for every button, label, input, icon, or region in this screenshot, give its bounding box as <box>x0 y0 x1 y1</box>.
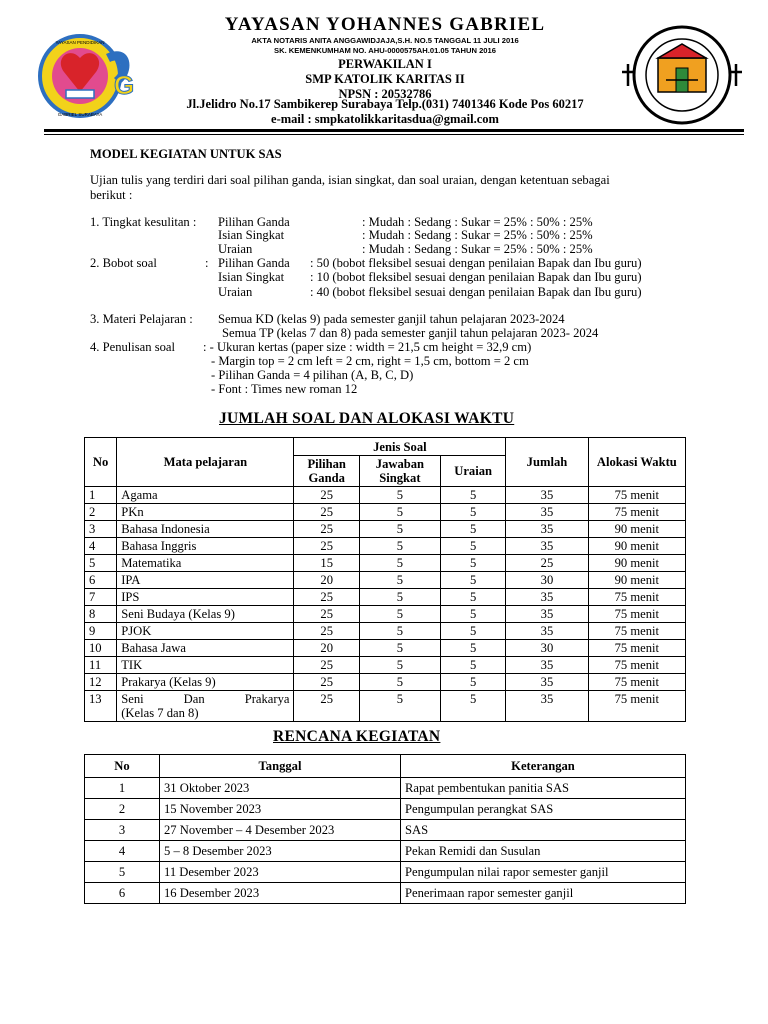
intro-line-1: Ujian tulis yang terdiri dari soal pilihan ganda, isian singkat, dan soal uraian, dengan ketentuan sebagai <box>90 173 610 187</box>
weight-desc: : 50 (bobot fleksibel sesuai dengan penilaian Bapak dan Ibu guru) <box>310 256 642 270</box>
table-row <box>85 555 686 572</box>
material-label: 3. Materi Pelajaran : <box>90 312 193 326</box>
cell-multiple-choice: 15 <box>294 555 359 572</box>
table-row <box>85 589 686 606</box>
cell-short-answer: 5 <box>359 691 440 722</box>
cell-essay: 5 <box>440 674 505 691</box>
subject-line: (Kelas 7 dan 8) <box>121 706 199 720</box>
cell-short-answer: 5 <box>359 674 440 691</box>
weight-desc: : 40 (bobot fleksibel sesuai dengan penilaian Bapak dan Ibu guru) <box>310 285 642 299</box>
cell-note: Pengumpulan perangkat SAS <box>401 799 686 820</box>
cell-date: 16 Desember 2023 <box>160 883 401 904</box>
cell-no: 11 <box>85 657 117 674</box>
table-row <box>85 640 686 657</box>
cell-subject: IPS <box>117 589 294 606</box>
writing-label: 4. Penulisan soal <box>90 340 176 354</box>
cell-total: 35 <box>506 487 588 504</box>
material-line-2: Semua TP (kelas 7 dan 8) pada semester ganjil tahun pelajaran 2023- 2024 <box>222 326 599 340</box>
activity-plan-table <box>84 754 686 904</box>
header-total: Jumlah <box>506 438 588 487</box>
cell-no: 7 <box>85 589 117 606</box>
cell-no: 8 <box>85 606 117 623</box>
cell-subject: Bahasa Jawa <box>117 640 294 657</box>
cell-time: 90 menit <box>588 572 685 589</box>
cell-time: 75 menit <box>588 504 685 521</box>
cell-note: SAS <box>401 820 686 841</box>
cell-time: 75 menit <box>588 657 685 674</box>
material-line-1: Semua KD (kelas 9) pada semester ganjil tahun pelajaran 2023-2024 <box>218 312 565 326</box>
cell-total: 35 <box>506 606 588 623</box>
cell-total: 35 <box>506 589 588 606</box>
table-row <box>85 862 686 883</box>
writing-line: - Font : Times new roman 12 <box>211 382 358 396</box>
table-row <box>85 883 686 904</box>
table-row <box>85 538 686 555</box>
cell-total: 35 <box>506 674 588 691</box>
cell-multiple-choice: 25 <box>294 487 359 504</box>
cell-short-answer: 5 <box>359 555 440 572</box>
weight-type: Pilihan Ganda <box>218 256 290 270</box>
foundation-name: YAYASAN YOHANNES GABRIEL <box>224 14 546 35</box>
cell-essay: 5 <box>440 504 505 521</box>
school-logo-right <box>618 24 746 126</box>
letterhead-rule-thin <box>44 134 744 135</box>
table-row <box>85 657 686 674</box>
table-row <box>85 572 686 589</box>
cell-subject: IPA <box>117 572 294 589</box>
cell-time: 75 menit <box>588 589 685 606</box>
difficulty-label: 1. Tingkat kesulitan : <box>90 215 197 229</box>
cell-essay: 5 <box>440 606 505 623</box>
cell-multiple-choice: 25 <box>294 674 359 691</box>
cell-short-answer: 5 <box>359 657 440 674</box>
table-row <box>85 674 686 691</box>
table-row <box>85 820 686 841</box>
cell-multiple-choice: 25 <box>294 504 359 521</box>
difficulty-desc: : Mudah : Sedang : Sukar = 25% : 50% : 25% <box>362 215 593 229</box>
table-row <box>85 521 686 538</box>
weight-label: 2. Bobot soal <box>90 256 157 270</box>
cell-note: Pekan Remidi dan Susulan <box>401 841 686 862</box>
cell-no: 5 <box>85 555 117 572</box>
cell-subject: Bahasa Inggris <box>117 538 294 555</box>
table-row <box>85 799 686 820</box>
cell-total: 35 <box>506 521 588 538</box>
cell-time: 90 menit <box>588 555 685 572</box>
letterhead <box>140 14 630 102</box>
cell-multiple-choice: 25 <box>294 538 359 555</box>
cell-time: 90 menit <box>588 538 685 555</box>
cell-short-answer: 5 <box>359 572 440 589</box>
weight-colon: : <box>205 256 209 270</box>
cell-multiple-choice: 25 <box>294 623 359 640</box>
cell-total: 35 <box>506 538 588 555</box>
cell-essay: 5 <box>440 623 505 640</box>
letterhead-rule-thick <box>44 129 744 132</box>
table-row <box>85 691 686 722</box>
cell-subject <box>117 691 294 722</box>
cell-date: 27 November – 4 Desember 2023 <box>160 820 401 841</box>
table1-heading: JUMLAH SOAL DAN ALOKASI WAKTU <box>219 410 515 427</box>
cell-short-answer: 5 <box>359 589 440 606</box>
question-allocation-table <box>84 437 686 722</box>
cell-time: 75 menit <box>588 487 685 504</box>
weight-type: Uraian <box>218 285 253 299</box>
cell-no: 1 <box>85 778 160 799</box>
cell-no: 6 <box>85 883 160 904</box>
svg-text:G: G <box>114 70 135 100</box>
cell-date: 11 Desember 2023 <box>160 862 401 883</box>
cell-date: 31 Oktober 2023 <box>160 778 401 799</box>
weight-type: Isian Singkat <box>218 270 285 284</box>
cell-date: 15 November 2023 <box>160 799 401 820</box>
cell-note: Penerimaan rapor semester ganjil <box>401 883 686 904</box>
cell-short-answer: 5 <box>359 538 440 555</box>
cell-essay: 5 <box>440 691 505 722</box>
difficulty-type: Pilihan Ganda <box>218 215 290 229</box>
cell-essay: 5 <box>440 640 505 657</box>
cell-no: 9 <box>85 623 117 640</box>
cell-short-answer: 5 <box>359 606 440 623</box>
cell-multiple-choice: 20 <box>294 572 359 589</box>
cell-no: 3 <box>85 521 117 538</box>
header-no: No <box>85 755 160 778</box>
cell-short-answer: 5 <box>359 640 440 657</box>
cell-multiple-choice: 25 <box>294 521 359 538</box>
ministry-decree: SK. KEMENKUMHAM NO. AHU-0000575AH.01.05 TAHUN 2016 <box>274 46 496 55</box>
subject-line: Seni Dan Prakarya <box>121 692 290 706</box>
cell-no: 12 <box>85 674 117 691</box>
cell-subject: Prakarya (Kelas 9) <box>117 674 294 691</box>
cell-total: 25 <box>506 555 588 572</box>
cell-subject: Matematika <box>117 555 294 572</box>
cell-time: 75 menit <box>588 623 685 640</box>
cell-essay: 5 <box>440 487 505 504</box>
cell-essay: 5 <box>440 538 505 555</box>
cell-no: 5 <box>85 862 160 883</box>
cell-no: 13 <box>85 691 117 722</box>
branch-name: PERWAKILAN I <box>338 57 432 71</box>
header-no: No <box>85 438 117 487</box>
cell-multiple-choice: 20 <box>294 640 359 657</box>
cell-no: 1 <box>85 487 117 504</box>
cell-multiple-choice: 25 <box>294 657 359 674</box>
cell-multiple-choice: 25 <box>294 606 359 623</box>
difficulty-type: Isian Singkat <box>218 228 285 242</box>
cell-subject: Seni Budaya (Kelas 9) <box>117 606 294 623</box>
cell-essay: 5 <box>440 521 505 538</box>
cell-subject: PJOK <box>117 623 294 640</box>
cell-time: 90 menit <box>588 521 685 538</box>
table-row <box>85 487 686 504</box>
table-row <box>85 623 686 640</box>
header-time: Alokasi Waktu <box>588 438 685 487</box>
cell-multiple-choice: 25 <box>294 691 359 722</box>
cell-subject: Bahasa Indonesia <box>117 521 294 538</box>
svg-text:YAYASAN PENDIDIKAN: YAYASAN PENDIDIKAN <box>55 40 105 45</box>
cell-note: Pengumpulan nilai rapor semester ganjil <box>401 862 686 883</box>
writing-line: - Margin top = 2 cm left = 2 cm, right = 1,5 cm, bottom = 2 cm <box>211 354 529 368</box>
cell-time: 75 menit <box>588 606 685 623</box>
cell-essay: 5 <box>440 657 505 674</box>
cell-time: 75 menit <box>588 640 685 657</box>
difficulty-type: Uraian <box>218 242 253 256</box>
document-title: MODEL KEGIATAN UNTUK SAS <box>90 147 282 161</box>
difficulty-desc: : Mudah : Sedang : Sukar = 25% : 50% : 25% <box>362 242 593 256</box>
header-question-type: Jenis Soal <box>294 438 506 456</box>
cell-subject: PKn <box>117 504 294 521</box>
header-date: Tanggal <box>160 755 401 778</box>
cell-total: 35 <box>506 504 588 521</box>
table-row <box>85 778 686 799</box>
writing-line: : - Ukuran kertas (paper size : width = 21,5 cm height = 32,9 cm) <box>203 340 532 354</box>
difficulty-desc: : Mudah : Sedang : Sukar = 25% : 50% : 25% <box>362 228 593 242</box>
header-subject: Mata pelajaran <box>117 438 294 487</box>
header-short-answer: Jawaban Singkat <box>359 456 440 487</box>
cell-total: 35 <box>506 623 588 640</box>
school-email: e-mail : smpkatolikkaritasdua@gmail.com <box>271 112 499 126</box>
cell-date: 5 – 8 Desember 2023 <box>160 841 401 862</box>
cell-essay: 5 <box>440 589 505 606</box>
table-row <box>85 504 686 521</box>
cell-time: 75 menit <box>588 691 685 722</box>
cell-short-answer: 5 <box>359 487 440 504</box>
cell-no: 2 <box>85 799 160 820</box>
table-row <box>85 606 686 623</box>
weight-desc: : 10 (bobot fleksibel sesuai dengan penilaian Bapak dan Ibu guru) <box>310 270 642 284</box>
svg-text:GABRIEL SURABAYA: GABRIEL SURABAYA <box>57 112 103 117</box>
cell-no: 2 <box>85 504 117 521</box>
school-address: Jl.Jelidro No.17 Sambikerep Surabaya Telp.(031) 7401346 Kode Pos 60217 <box>186 97 584 111</box>
cell-no: 6 <box>85 572 117 589</box>
header-multiple-choice: Pilihan Ganda <box>294 456 359 487</box>
cell-essay: 5 <box>440 555 505 572</box>
cell-total: 35 <box>506 691 588 722</box>
table2-heading: RENCANA KEGIATAN <box>273 728 441 745</box>
cell-total: 35 <box>506 657 588 674</box>
cell-total: 30 <box>506 640 588 657</box>
cell-note: Rapat pembentukan panitia SAS <box>401 778 686 799</box>
header-essay: Uraian <box>440 456 505 487</box>
cell-short-answer: 5 <box>359 504 440 521</box>
cell-multiple-choice: 25 <box>294 589 359 606</box>
cell-no: 10 <box>85 640 117 657</box>
cell-short-answer: 5 <box>359 521 440 538</box>
notary-deed: AKTA NOTARIS ANITA ANGGAWIDJAJA,S.H. NO.5 TANGGAL 11 JULI 2016 <box>251 36 519 45</box>
intro-line-2: berikut : <box>90 188 133 202</box>
table-row <box>85 841 686 862</box>
cell-subject: Agama <box>117 487 294 504</box>
school-name: SMP KATOLIK KARITAS II <box>305 72 465 86</box>
header-note: Keterangan <box>401 755 686 778</box>
cell-subject: TIK <box>117 657 294 674</box>
cell-short-answer: 5 <box>359 623 440 640</box>
cell-total: 30 <box>506 572 588 589</box>
cell-time: 75 menit <box>588 674 685 691</box>
cell-no: 3 <box>85 820 160 841</box>
cell-no: 4 <box>85 841 160 862</box>
writing-line: - Pilihan Ganda = 4 pilihan (A, B, C, D) <box>211 368 414 382</box>
cell-essay: 5 <box>440 572 505 589</box>
cell-no: 4 <box>85 538 117 555</box>
npsn-number: NPSN : 20532786 <box>338 87 432 101</box>
